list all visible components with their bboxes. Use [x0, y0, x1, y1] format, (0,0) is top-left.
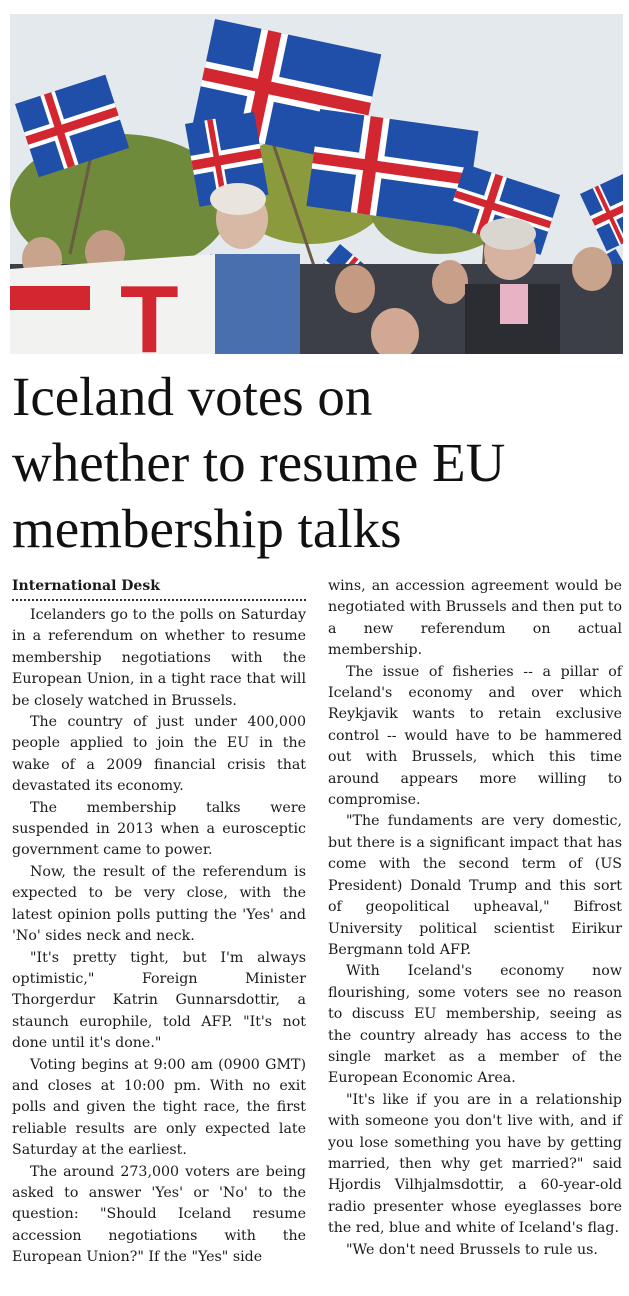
paragraph: Voting begins at 9:00 am (0900 GMT) and closes at 10:00 pm. With no exit polls and given the tight race, the first reliable results are only expected late Saturday at the earliest. [12, 1056, 306, 1159]
iceland-flags-crowd-photo [10, 14, 623, 354]
paragraph: With Iceland's economy now flourishing, some voters see no reason to discuss EU membership, seeing as the country already has access to the single market as a member of the European Economic Area. [328, 963, 622, 1087]
paragraph: The country of just under 400,000 people applied to join the EU in the wake of a 2009 financial crisis that devastated its economy. [12, 714, 306, 795]
paragraph: "It's like if you are in a relationship with someone you don't live with, and if you lose something you have by getting married, then why get married?" said Hjordis Vilhjalmsdottir, a 60-year-old radio presenter whose eyeglasses bore the red, blue and white of Iceland's flag. [328, 1091, 622, 1237]
paragraph: Icelanders go to the polls on Saturday in a referendum on whether to resume membership negotiations with the European Union, in a tight race that will be closely watched in Brussels. [12, 607, 306, 709]
article-column-right [328, 576, 622, 1261]
byline: International Desk [12, 576, 306, 601]
paragraph: "The fundaments are very domestic, but there is a significant impact that has come with the second term of (US President) Donald Trump and this sort of geopolitical upheaval," Bifrost University political scientist Eirikur Bergmann told AFP. [328, 813, 622, 958]
paragraph-continuation: wins, an accession agreement would be negotiated with Brussels and then put to a new referendum on actual membership. [328, 578, 622, 659]
headline-line-1: Iceland votes on [12, 366, 373, 427]
paragraph: "It's pretty tight, but I'm always optimistic," Foreign Minister Thorgerdur Katrin Gunnarsdottir, a staunch europhile, told AFP. "It's not done until it's done." [12, 949, 306, 1052]
banner-letter: T [120, 266, 179, 354]
paragraph: Now, the result of the referendum is expected to be very close, with the latest opinion polls putting the 'Yes' and 'No' sides neck and neck. [12, 863, 306, 945]
article-column-left [12, 576, 306, 1269]
headline-line-3: membership talks [12, 498, 402, 559]
paragraph: The issue of fisheries -- a pillar of Iceland's economy and over which Reykjavik wants to retain exclusive control -- would have to be hammered out with Brussels, which this time around appears more willing to compromise. [328, 663, 622, 809]
paragraph: "We don't need Brussels to rule us. [346, 1241, 598, 1258]
paragraph: The membership talks were suspended in 2013 when a eurosceptic government came to power. [12, 799, 306, 859]
headline-line-2: whether to resume EU [12, 432, 506, 493]
headline [12, 364, 622, 562]
paragraph: The around 273,000 voters are being asked to answer 'Yes' or 'No' to the question: "Should Iceland resume accession negotiations with the European Union?" If the "Yes" side [12, 1163, 306, 1266]
article-photo [10, 14, 623, 354]
